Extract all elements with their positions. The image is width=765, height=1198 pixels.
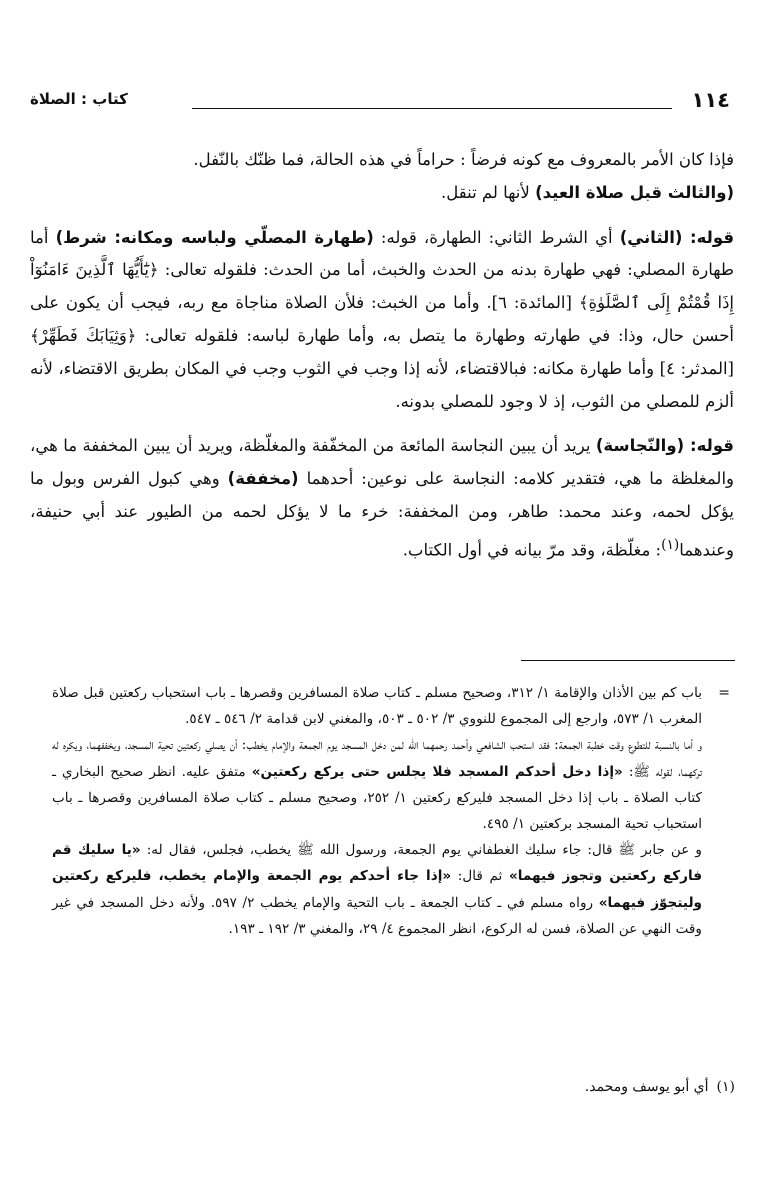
bold-phrase: «إذا دخل أحدكم المسجد فلا يجلس حتى يركع ركعتين»	[251, 763, 623, 780]
quran-verse: ﴿يَٰٓأَيُّهَا ٱلَّذِينَ ءَامَنُوٓاْ إِذَا قُمْتُمْ إِلَى ٱلصَّلَوٰةِ﴾	[30, 260, 734, 313]
text-span: و أما بالنسبة للتطوع وقت خطبة الجمعة: فقد استحب الشافعي وأحمد رحمهما الله لمن دخل المسجد يوم الجمعة والإمام يخطب: أن يصلي ركعتين تحية المسجد، ويخففهما، ويكره له تركهما، لقوله ﷺ:	[52, 737, 702, 780]
footnote-text: أي أبو يوسف ومحمد.	[584, 1079, 709, 1095]
text-span: يريد أن يبين النجاسة المائعة من المخفّفة والمغلّظة، ويريد أن يبين المخففة ما هي، والمغلظة ما هي، فتقدير كلامه: النجاسة على نوعين: أحدهما	[30, 436, 734, 489]
text-span: لأنها لم تنقل.	[441, 182, 530, 202]
paragraph-1	[30, 144, 734, 210]
text-span: أما طهارة المصلي: فهي طهارة بدنه من الحدث والخبث، أما من الحدث: فلقوله تعالى:	[30, 227, 734, 280]
bold-phrase: «إذا جاء أحدكم يوم الجمعة والإمام يخطب، فليركع ركعتين وليتجوّز فيهما»	[52, 868, 703, 911]
footnotes	[52, 680, 730, 942]
note-2	[52, 732, 702, 837]
paragraph-3	[30, 430, 734, 567]
bold-phrase: (مخففة)	[227, 469, 299, 489]
quran-verse: ﴿وَثِيَابَكَ فَطَهِّرْ﴾	[30, 325, 137, 345]
header-rule	[192, 108, 672, 109]
main-text	[30, 144, 734, 579]
text-span: ثم قال:	[457, 868, 503, 885]
footnote-separator	[521, 660, 735, 661]
text-span: رواه مسلم في ـ كتاب الجمعة ـ باب التحية والإمام يخطب ٢/ ٥٩٧. ولأنه دخل المسجد في غير وقت النهي عن الصلاة، فسن له الركوع، انظر المجموع ٤/ ٢٩، والمغني ٣/ ١٩٢ ـ ١٩٣.	[52, 894, 702, 937]
text-span: : مغلّظة، وقد مرّ بيانه في أول الكتاب.	[402, 540, 662, 560]
note-1: باب كم بين الأذان والإقامة ١/ ٣١٢، وصحيح مسلم ـ كتاب صلاة المسافرين وقصرها ـ باب استحباب ركعتين قبل صلاة المغرب ١/ ٥٧٣، وارجع إلى المجموع للنووي ٣/ ٥٠٢ ـ ٥٠٣، والمغني لابن قدامة ٢/ ٥٤٦ ـ ٥٤٧.	[52, 685, 702, 728]
text-span: [المائدة: ٦]. وأما من الخبث: فلأن الصلاة مناجاة مع ربه، فيجب أن يكون على أحسن حال، وذا: في طهارته وطهارة ما يتصل به، وأما طهارة لباسه: فلقوله تعالى:	[30, 293, 735, 345]
qawluhu-heading: قوله: (الثاني)	[619, 227, 735, 247]
bold-phrase: (طهارة المصلّي ولباسه ومكانه: شرط)	[55, 227, 374, 247]
paragraph-2	[30, 222, 734, 419]
page-number: ١١٤	[691, 88, 730, 112]
text-span: [المدثر: ٤] وأما طهارة مكانه: فبالاقتضاء، لأنه إذا وجب في الثوب وجب في المكان بطريق الاقتضاء، لأنه ألزم للمصلي من الثوب، إذ لا وجود للمصلي بدونه.	[30, 358, 734, 411]
running-header	[30, 88, 730, 118]
paragraph-1-line: فإذا كان الأمر بالمعروف مع كونه فرضاً : حراماً في هذه الحالة، فما ظنّك بالنّفل.	[193, 150, 734, 169]
bold-phrase: «يا سليك قم فاركع ركعتين وتجوز فيهما»	[52, 842, 702, 885]
bold-phrase: (والثالث قبل صلاة العيد)	[535, 182, 734, 202]
text-span: متفق عليه. انظر صحيح البخاري ـ كتاب الصلاة ـ باب إذا دخل المسجد فليركع ركعتين ١/ ٢٥٢، وصحيح مسلم ـ كتاب صلاة المسافرين وقصرها ـ باب استحباب تحية المسجد بركعتين ١/ ٤٩٥.	[52, 763, 702, 833]
qawluhu-heading: قوله: (والنّجاسة)	[595, 436, 734, 456]
footnote-ref: (١)	[661, 536, 680, 553]
footnote-1	[15, 1074, 735, 1100]
text-span: وهي كبول الفرس وبول ما يؤكل لحمه، وعند محمد: طاهر، ومن المخففة: خرء ما لا يؤكل لحمه من الطيور عند أبي حنيفة، وعندهما	[30, 469, 734, 560]
running-title: كتاب : الصلاة	[30, 90, 128, 108]
text-span: أي الشرط الثاني: الطهارة، قوله:	[380, 227, 613, 247]
text-span: و عن جابر ﷺ قال: جاء سليك الغطفاني يوم الجمعة، ورسول الله ﷺ يخطب، فجلس، فقال له:	[146, 842, 702, 859]
footnote-number: (١)	[716, 1079, 735, 1095]
note-3	[52, 837, 702, 942]
continuation-mark: =	[718, 685, 730, 701]
